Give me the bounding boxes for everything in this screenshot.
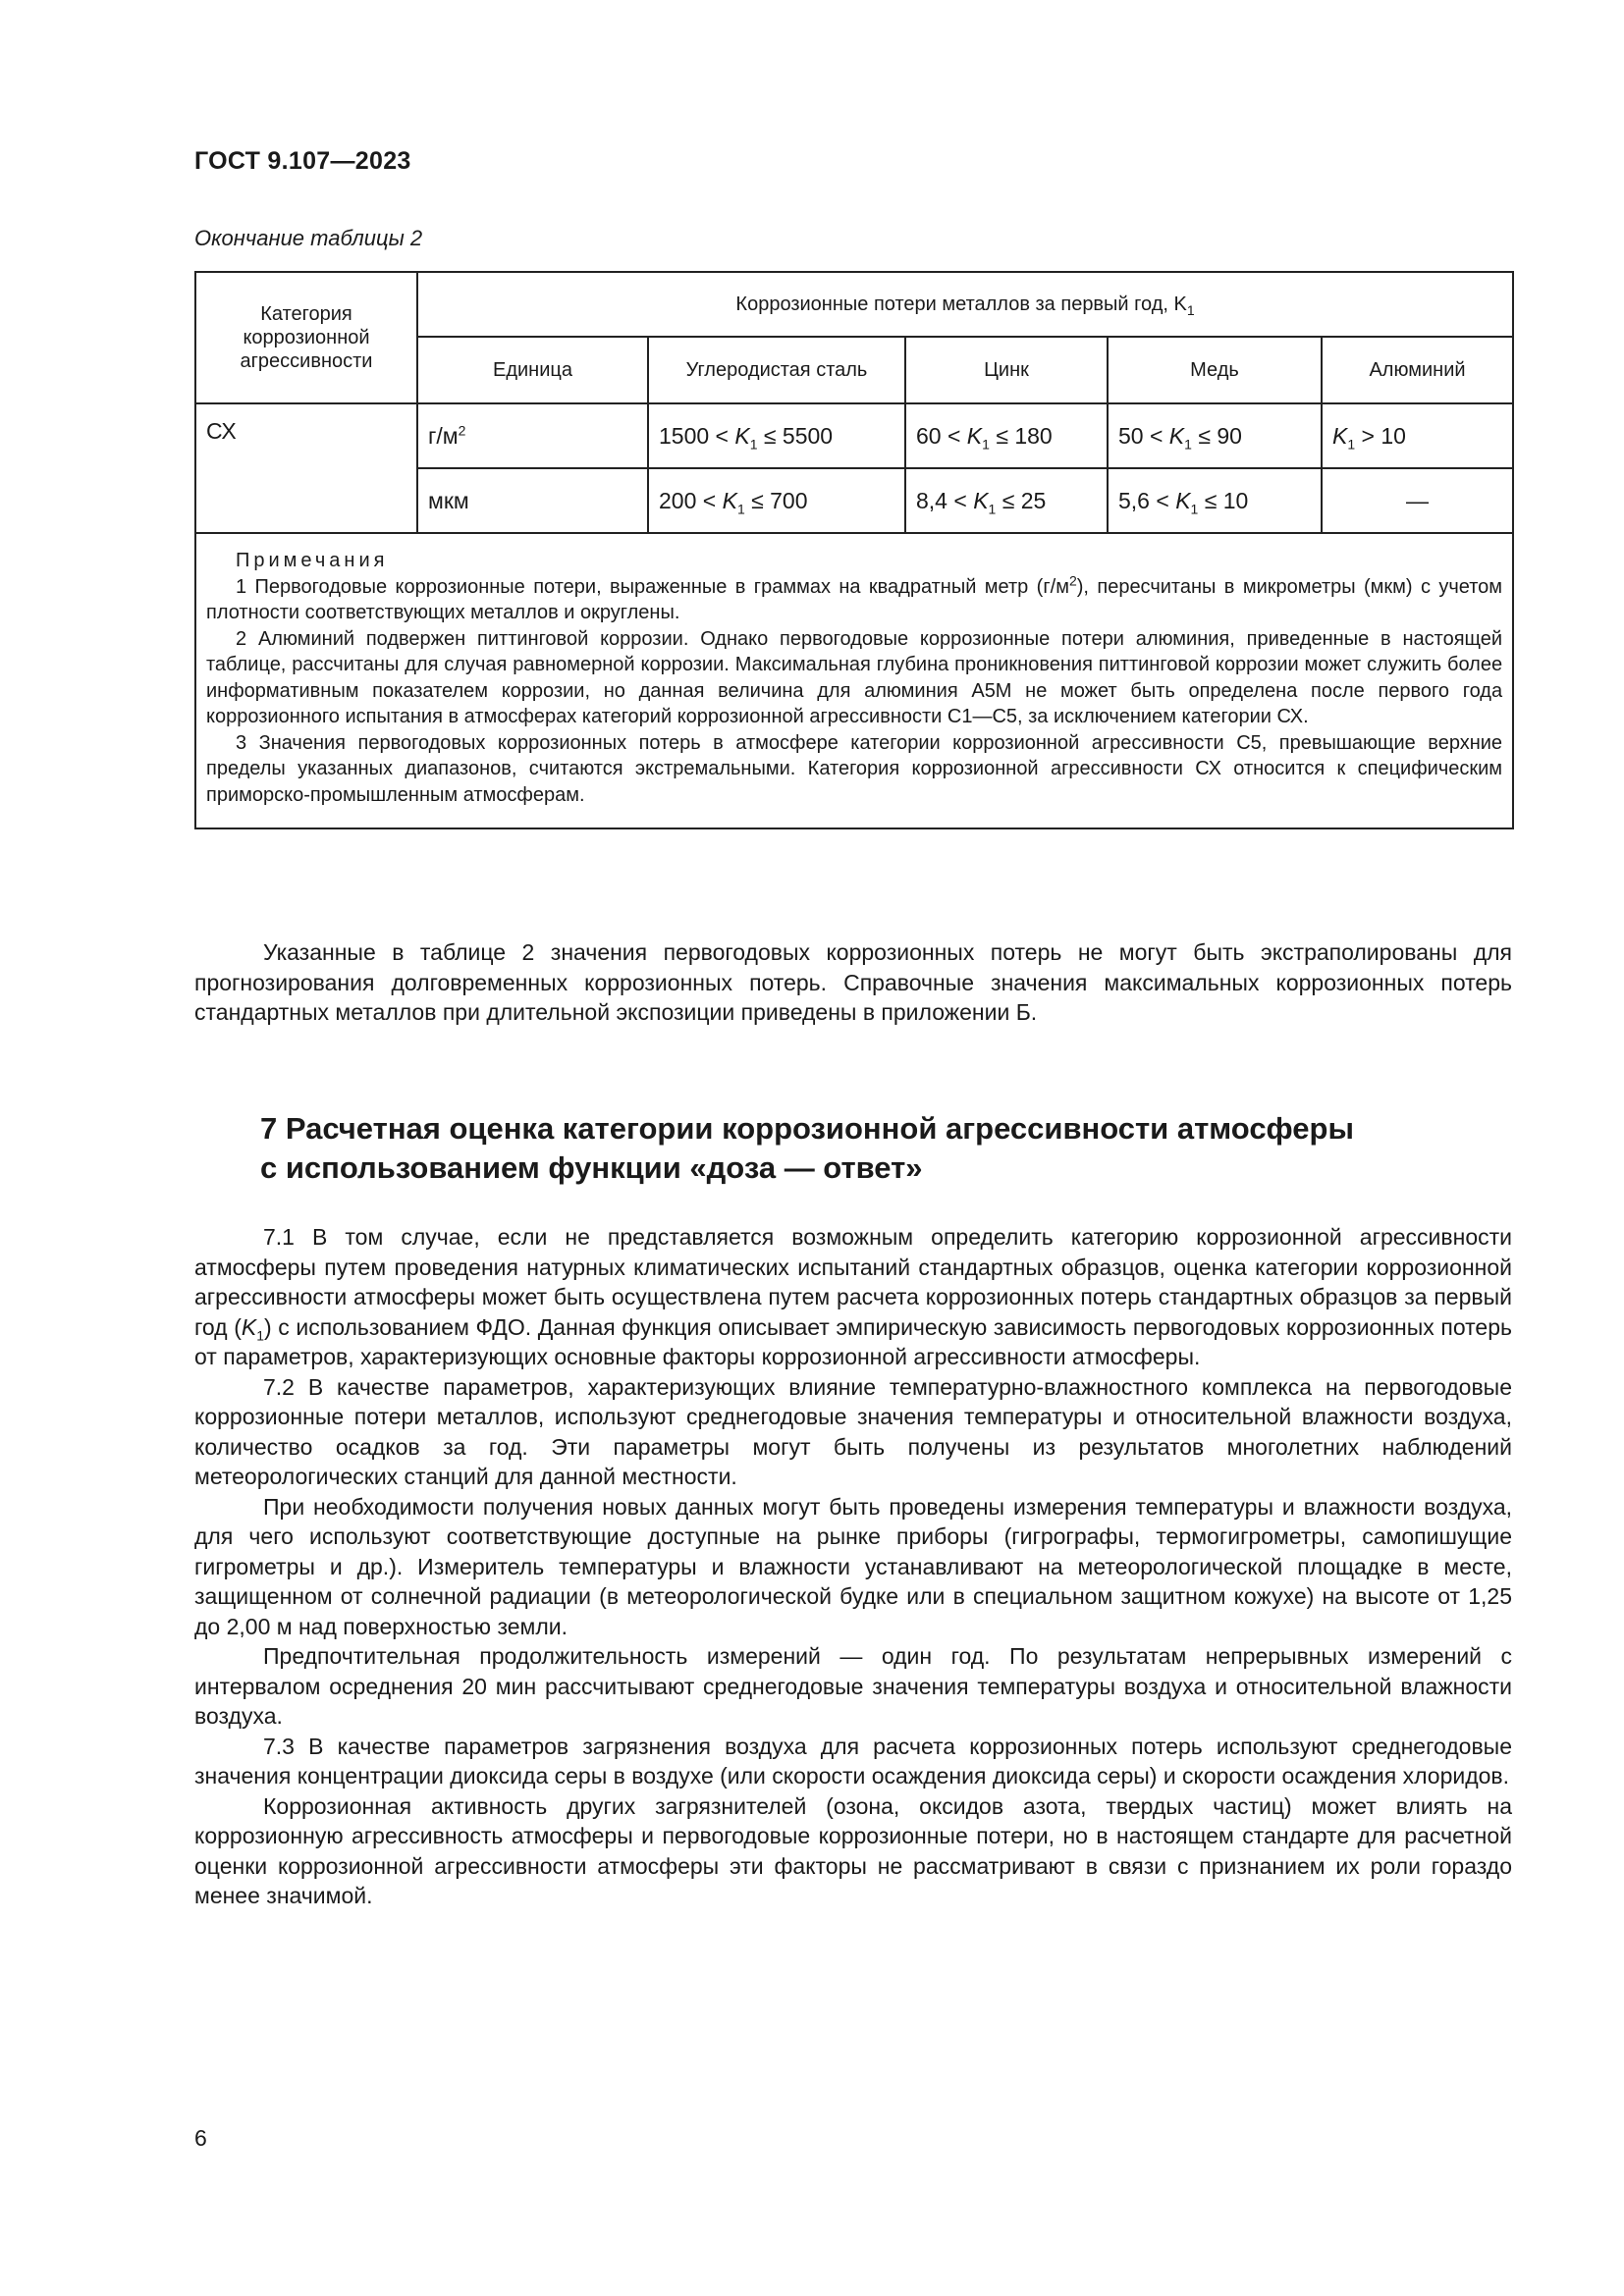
table-caption: Окончание таблицы 2 — [194, 226, 423, 250]
note-1-text-b: ), пересчитаны в микрометры (мкм) с учетом плотности соответствующих металлов и округлены. — [206, 575, 1503, 623]
steel-cell — [648, 468, 905, 533]
paragraph-7-3: 7.3 В качестве параметров загрязнения воздуха для расчета коррозионных потерь используют среднегодовые значения концентрации диоксида серы в воздухе (или скорости осаждения диоксида серы) и скорости осаждения хлоридов. — [194, 1733, 1512, 1789]
range-low: 5,6 < — [1118, 487, 1176, 513]
range-low: 1500 < — [659, 422, 735, 449]
note-3: 3 Значения первогодовых коррозионных потерь в атмосфере категории коррозионной агрессивности С5, превышающие верхние пределы указанных диапазонов, считаются экстремальными. Категория коррозионной агрессивности СХ относится к специфическим приморско-промышленным атмосферам. — [206, 731, 1503, 806]
category-cell: СХ — [195, 403, 417, 533]
note-1-superscript: 2 — [1068, 571, 1077, 588]
range-low: 50 < — [1118, 422, 1169, 449]
intro-paragraph-block — [194, 937, 1512, 1028]
range-high: > 10 — [1355, 422, 1406, 449]
header-copper: Медь — [1108, 337, 1322, 403]
header-k-subscript: 1 — [1186, 301, 1195, 318]
steel-cell — [648, 403, 905, 468]
intro-paragraph: Указанные в таблице 2 значения первогодовых коррозионных потерь не могут быть экстраполированы для прогнозирования долговременных коррозионных потерь. Справочные значения максимальных коррозионных потерь стандартных металлов при длительной экспозиции приведены в приложении Б. — [194, 939, 1512, 1025]
range-high: ≤ 10 — [1198, 487, 1249, 513]
section-7-body — [194, 1222, 1512, 1911]
note-1-text-a: 1 Первогодовые коррозионные потери, выраженные в граммах на квадратный метр (г/м — [236, 575, 1069, 598]
k-symbol: K — [1332, 422, 1348, 449]
header-corrosion-losses — [417, 272, 1513, 337]
k-symbol: K — [973, 487, 989, 513]
unit-cell — [417, 403, 648, 468]
paragraph-7-1-text-a: 7.1 В том случае, если не представляется возможным определить категорию коррозионной агрессивности атмосферы путем проведения натурных климатических испытаний стандартных образцов, оценка категории коррозионной агрессивности атмосферы может быть осуществлена путем расчета коррозионных потерь стандартных образцов за первый год ( — [194, 1224, 1512, 1340]
k-symbol: K — [722, 487, 737, 513]
copper-cell — [1108, 403, 1322, 468]
k-subscript: 1 — [1347, 436, 1356, 453]
k-symbol: K — [966, 422, 983, 449]
zinc-cell — [905, 403, 1108, 468]
corrosion-loss-table — [194, 271, 1514, 829]
range-high: ≤ 700 — [744, 487, 808, 513]
paragraph-7-3-other-pollutants: Коррозионная активность других загрязнителей (озона, оксидов азота, твердых частиц) может влиять на коррозионную агрессивность атмосферы и первогодовые коррозионные потери, но в настоящем стандарте для расчетной оценки коррозионной агрессивности атмосферы эти факторы не рассматривают в связи с признанием их роли гораздо менее значимой. — [194, 1792, 1512, 1908]
paragraph-7-1 — [194, 1222, 1512, 1372]
k-subscript: 1 — [736, 501, 745, 517]
k-subscript: 1 — [749, 436, 758, 453]
document-header: ГОСТ 9.107—2023 — [194, 147, 411, 175]
k-symbol: K — [734, 422, 750, 449]
range-low: 200 < — [659, 487, 723, 513]
header-zinc: Цинк — [905, 337, 1108, 403]
table-notes — [195, 533, 1513, 828]
k-subscript: 1 — [988, 501, 997, 517]
k-subscript: 1 — [1190, 501, 1199, 517]
zinc-cell — [905, 468, 1108, 533]
k-symbol: K — [1175, 487, 1191, 513]
k-subscript: 1 — [1184, 436, 1192, 453]
range-low: 60 < — [916, 422, 967, 449]
range-high: ≤ 25 — [996, 487, 1047, 513]
table-row — [195, 403, 1513, 468]
range-high: ≤ 90 — [1191, 422, 1242, 449]
unit-text: г/м — [428, 422, 459, 449]
header-aluminium: Алюминий — [1322, 337, 1513, 403]
range-low: 8,4 < — [916, 487, 974, 513]
paragraph-7-1-text-b: ) с использованием ФДО. Данная функция описывает эмпирическую зависимость первогодовых коррозионных потерь от параметров, характеризующих основные факторы коррозионной агрессивности атмосферы. — [194, 1313, 1512, 1369]
k-subscript: 1 — [982, 436, 990, 453]
section-title-line-2: с использованием функции «доза — ответ» — [260, 1150, 923, 1185]
k-subscript: 1 — [256, 1327, 265, 1344]
k-symbol: K — [241, 1313, 257, 1340]
header-carbon-steel: Углеродистая сталь — [648, 337, 905, 403]
note-1 — [206, 571, 1503, 626]
section-title-line-1: 7 Расчетная оценка категории коррозионной агрессивности атмосферы — [260, 1111, 1354, 1146]
paragraph-7-2-duration: Предпочтительная продолжительность измерений — один год. По результатам непрерывных измерений с интервалом осреднения 20 мин рассчитывают среднегодовые значения температуры воздуха и относительной влажности воздуха. — [194, 1643, 1512, 1729]
section-7-title — [260, 1109, 1517, 1188]
unit-superscript: 2 — [458, 421, 466, 438]
k-symbol: K — [1168, 422, 1185, 449]
range-high: ≤ 180 — [989, 422, 1053, 449]
copper-cell — [1108, 468, 1322, 533]
aluminium-cell — [1322, 403, 1513, 468]
note-2: 2 Алюминий подвержен питтинговой коррозии. Однако первогодовые коррозионные потери алюминия, приведенные в настоящей таблице, рассчитаны для случая равномерной коррозии. Максимальная глубина проникновения питтинговой коррозии может служить более информативным показателем коррозии, но данная величина для алюминия А5М не может быть определена после первого года коррозионного испытания в атмосферах категорий коррозионной агрессивности С1—С5, за исключением категории СХ. — [206, 627, 1503, 727]
unit-cell: мкм — [417, 468, 648, 533]
page-number: 6 — [194, 2125, 207, 2151]
notes-title: Примечания — [236, 550, 389, 571]
range-high: ≤ 5500 — [757, 422, 834, 449]
header-category — [195, 272, 417, 403]
header-corrosion-losses-text: Коррозионные потери металлов за первый год, K — [735, 293, 1187, 315]
header-unit: Единица — [417, 337, 648, 403]
header-category-text: Категория коррозионной агрессивности — [240, 303, 373, 372]
paragraph-7-2: 7.2 В качестве параметров, характеризующих влияние температурно-влажностного комплекса на первогодовые коррозионные потери металлов, используют среднегодовые значения температуры и относительной влажности воздуха, количество осадков за год. Эти параметры могут быть получены из результатов многолетних наблюдений метеорологических станций для данной местности. — [194, 1373, 1512, 1489]
paragraph-7-2-measurements: При необходимости получения новых данных могут быть проведены измерения температуры и влажности воздуха, для чего используют соответствующие доступные на рынке приборы (гигрографы, термогигрометры, самопишущие гигрометры и др.). Измеритель температуры и влажности устанавливают на метеорологической площадке в месте, защищенном от солнечной радиации (в метеорологической будке или в специальном защитном кожухе) на высоте от 1,25 до 2,00 м над поверхностью земли. — [194, 1493, 1512, 1639]
aluminium-cell: — — [1322, 468, 1513, 533]
